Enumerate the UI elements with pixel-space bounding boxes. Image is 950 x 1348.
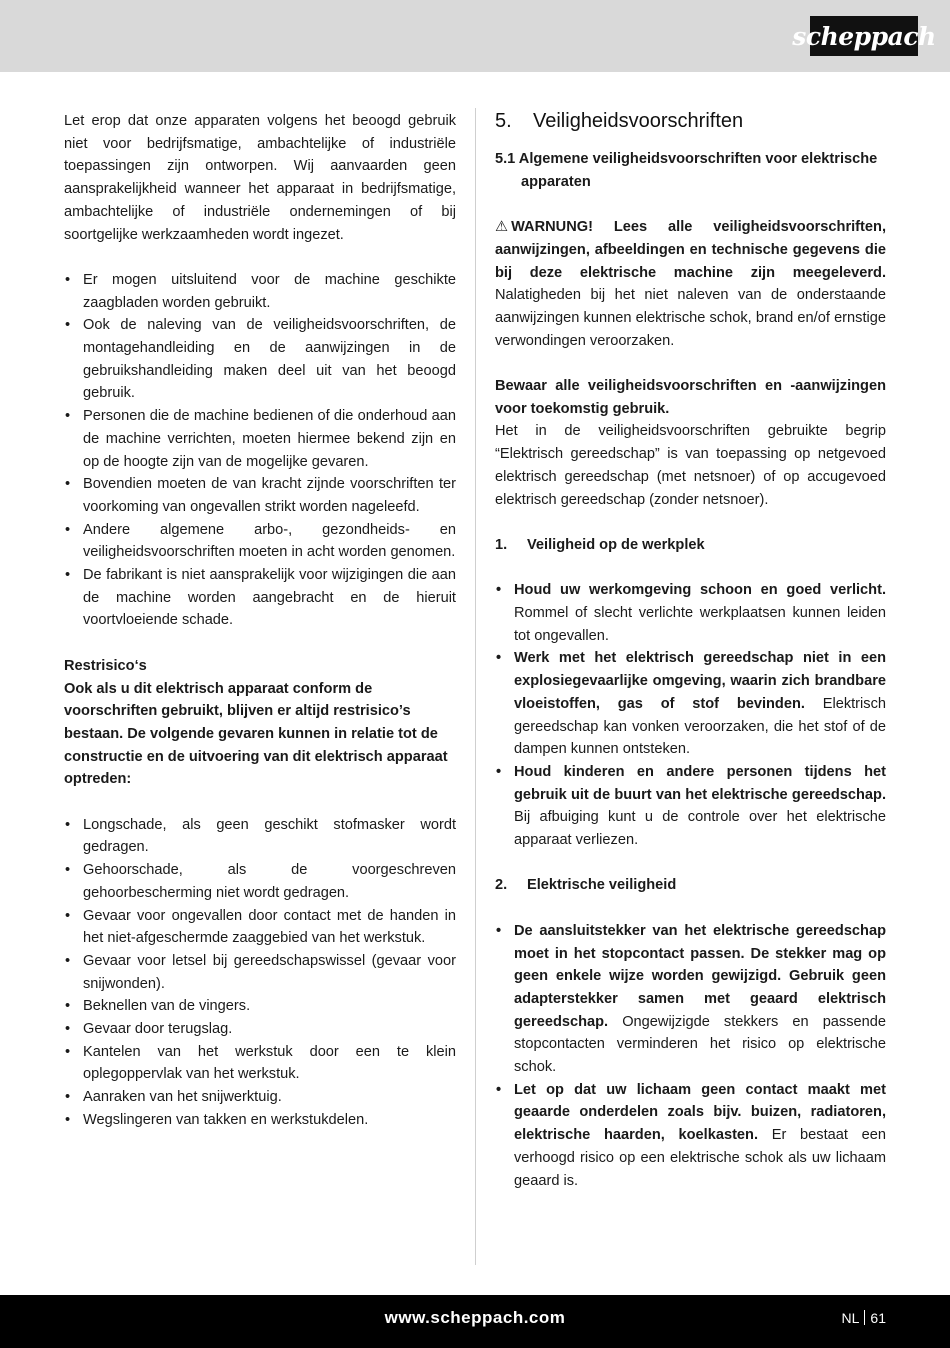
section-title-text: Veiligheidsvoorschriften	[533, 110, 744, 132]
list-item: • Gevaar voor letsel bij gereedschapswissel (gevaar voor snijwonden).	[64, 950, 456, 995]
right-column	[495, 110, 886, 1192]
column-divider	[475, 108, 476, 1265]
electrical-bullet-list	[495, 920, 886, 1192]
subsection-title: 5.1 Algemene veiligheidsvoorschriften voor elektrische apparaten	[495, 151, 878, 190]
list-item: • Gehoorschade, als de voorgeschreven gehoorbescherming niet wordt gedragen.	[64, 859, 456, 904]
list-item: • Gevaar voor ongevallen door contact met de handen in het niet-afgeschermde zaaggebied van het werkstuk.	[64, 905, 456, 950]
list-item: • Gevaar door terugslag.	[64, 1018, 456, 1041]
list-item: • De fabrikant is niet aansprakelijk voor wijzigingen die aan de machine worden aangebracht en de hieruit voortvloeiende schade.	[64, 564, 456, 632]
section-title	[495, 110, 886, 132]
section-number: 5.	[495, 110, 512, 132]
list-item: • Personen die de machine bedienen of die onderhoud aan de machine verrichten, moeten hiermee bekend zijn en op de hoogte zijn van de mogelijke gevaren.	[64, 405, 456, 473]
list-item: • De aansluitstekker van het elektrische gereedschap moet in het stopcontact passen. De stekker mag op geen enkele wijze worden gewijzigd. Gebruik geen adapterstekker samen met geaard elektrisch gereedschap. Ongewijzigde stekkers en passende stopcontacten verminderen het risico op elektrische schok.	[495, 920, 886, 1079]
list-item: • Andere algemene arbo-, gezondheids- en veiligheidsvoorschriften moeten in acht worden genomen.	[64, 519, 456, 564]
separator	[864, 1310, 865, 1325]
definition-paragraph: Het in de veiligheidsvoorschriften gebruikte begrip “Elektrisch gereedschap” is van toepassing op netgevoed elektrisch gereedschap (met netsnoer) of op accugevoed elektrisch gereedschap (zonder netsnoer).	[495, 423, 886, 508]
warning-paragraph	[495, 216, 886, 352]
list-item: • Er mogen uitsluitend voor de machine geschikte zaagbladen worden gebruikt.	[64, 269, 456, 314]
list-item: • Bovendien moeten de van kracht zijnde voorschriften ter voorkoming van ongevallen strikt worden nageleefd.	[64, 473, 456, 518]
list-item: • Kantelen van het werkstuk door een te klein oplegoppervlak van het werkstuk.	[64, 1041, 456, 1086]
footer-bar	[0, 1295, 950, 1348]
warning-bold-text: WARNUNG! Lees alle veiligheidsvoorschriften, aanwijzingen, afbeeldingen en technische gegevens die bij deze elektrische machine zijn meegeleverd.	[495, 219, 886, 281]
list-item: • Longschade, als geen geschikt stofmasker wordt gedragen.	[64, 814, 456, 859]
keep-instructions-paragraph: Bewaar alle veiligheidsvoorschriften en -aanwijzingen voor toekomstig gebruik.	[495, 378, 886, 417]
list-item: • Beknellen van de vingers.	[64, 995, 456, 1018]
brand-logo: scheppach	[810, 16, 918, 56]
list-item: • Let op dat uw lichaam geen contact maakt met geaarde onderdelen zoals bijv. buizen, radiatoren, elektrische haarden, koelkasten. Er bestaat een verhoogd risico op een elektrische schok als uw lichaam geaard is.	[495, 1079, 886, 1193]
warning-triangle-icon: ⚠	[495, 219, 509, 236]
website-link[interactable]: www.scheppach.com	[384, 1308, 566, 1327]
list-item: • Aanraken van het snijwerktuig.	[64, 1086, 456, 1109]
list-item: • Wegslingeren van takken en werkstukdelen.	[64, 1109, 456, 1132]
page-indicator	[842, 1310, 886, 1326]
left-column	[64, 110, 456, 1132]
workplace-heading: 1. Veiligheid op de werkplek	[495, 536, 705, 553]
usage-bullet-list	[64, 269, 456, 632]
risk-heading: Restrisico‘s	[64, 657, 147, 674]
risk-intro: Ook als u dit elektrisch apparaat conform de voorschriften gebruikt, blijven er altijd restrisico’s bestaan. De volgende gevaren kunnen in relatie tot de constructie en de uitvoering van dit elektrisch apparaat optreden:	[64, 680, 448, 788]
risk-bullet-list	[64, 814, 456, 1132]
electrical-heading: 2. Elektrische veiligheid	[495, 877, 677, 894]
list-item: • Houd uw werkomgeving schoon en goed verlicht. Rommel of slecht verlichte werkplaatsen kunnen leiden tot ongevallen.	[495, 579, 886, 647]
list-item: • Ook de naleving van de veiligheidsvoorschriften, de montagehandleiding en de aanwijzingen in de gebruikshandleiding maken deel uit van het beoogd gebruik.	[64, 314, 456, 405]
language-code: NL	[841, 1310, 860, 1326]
warning-text: Nalatigheden bij het niet naleven van de onderstaande aanwijzingen kunnen elektrische schok, brand en/of ernstige verwondingen veroorzaken.	[495, 287, 886, 349]
workplace-bullet-list	[495, 579, 886, 851]
page-number: 61	[870, 1310, 886, 1326]
list-item: • Houd kinderen en andere personen tijdens het gebruik uit de buurt van het elektrische gereedschap. Bij afbuiging kunt u de controle over het elektrische apparaat verliezen.	[495, 761, 886, 852]
list-item: • Werk met het elektrisch gereedschap niet in een explosiegevaarlijke omgeving, waarin zich brandbare vloeistoffen, gas of stof bevinden. Elektrisch gereedschap kan vonken veroorzaken, die het stof of de dampen kunnen ontsteken.	[495, 647, 886, 761]
intro-paragraph: Let erop dat onze apparaten volgens het beoogd gebruik niet voor bedrijfsmatige, ambachtelijke of industriële toepassingen zijn ontworpen. Wij aanvaarden geen aansprakelijkheid wanneer het apparaat in bedrijfsmatige, ambachtelijke of industriële ondernemingen of bij soortgelijke werkzaamheden wordt ingezet.	[64, 113, 456, 243]
